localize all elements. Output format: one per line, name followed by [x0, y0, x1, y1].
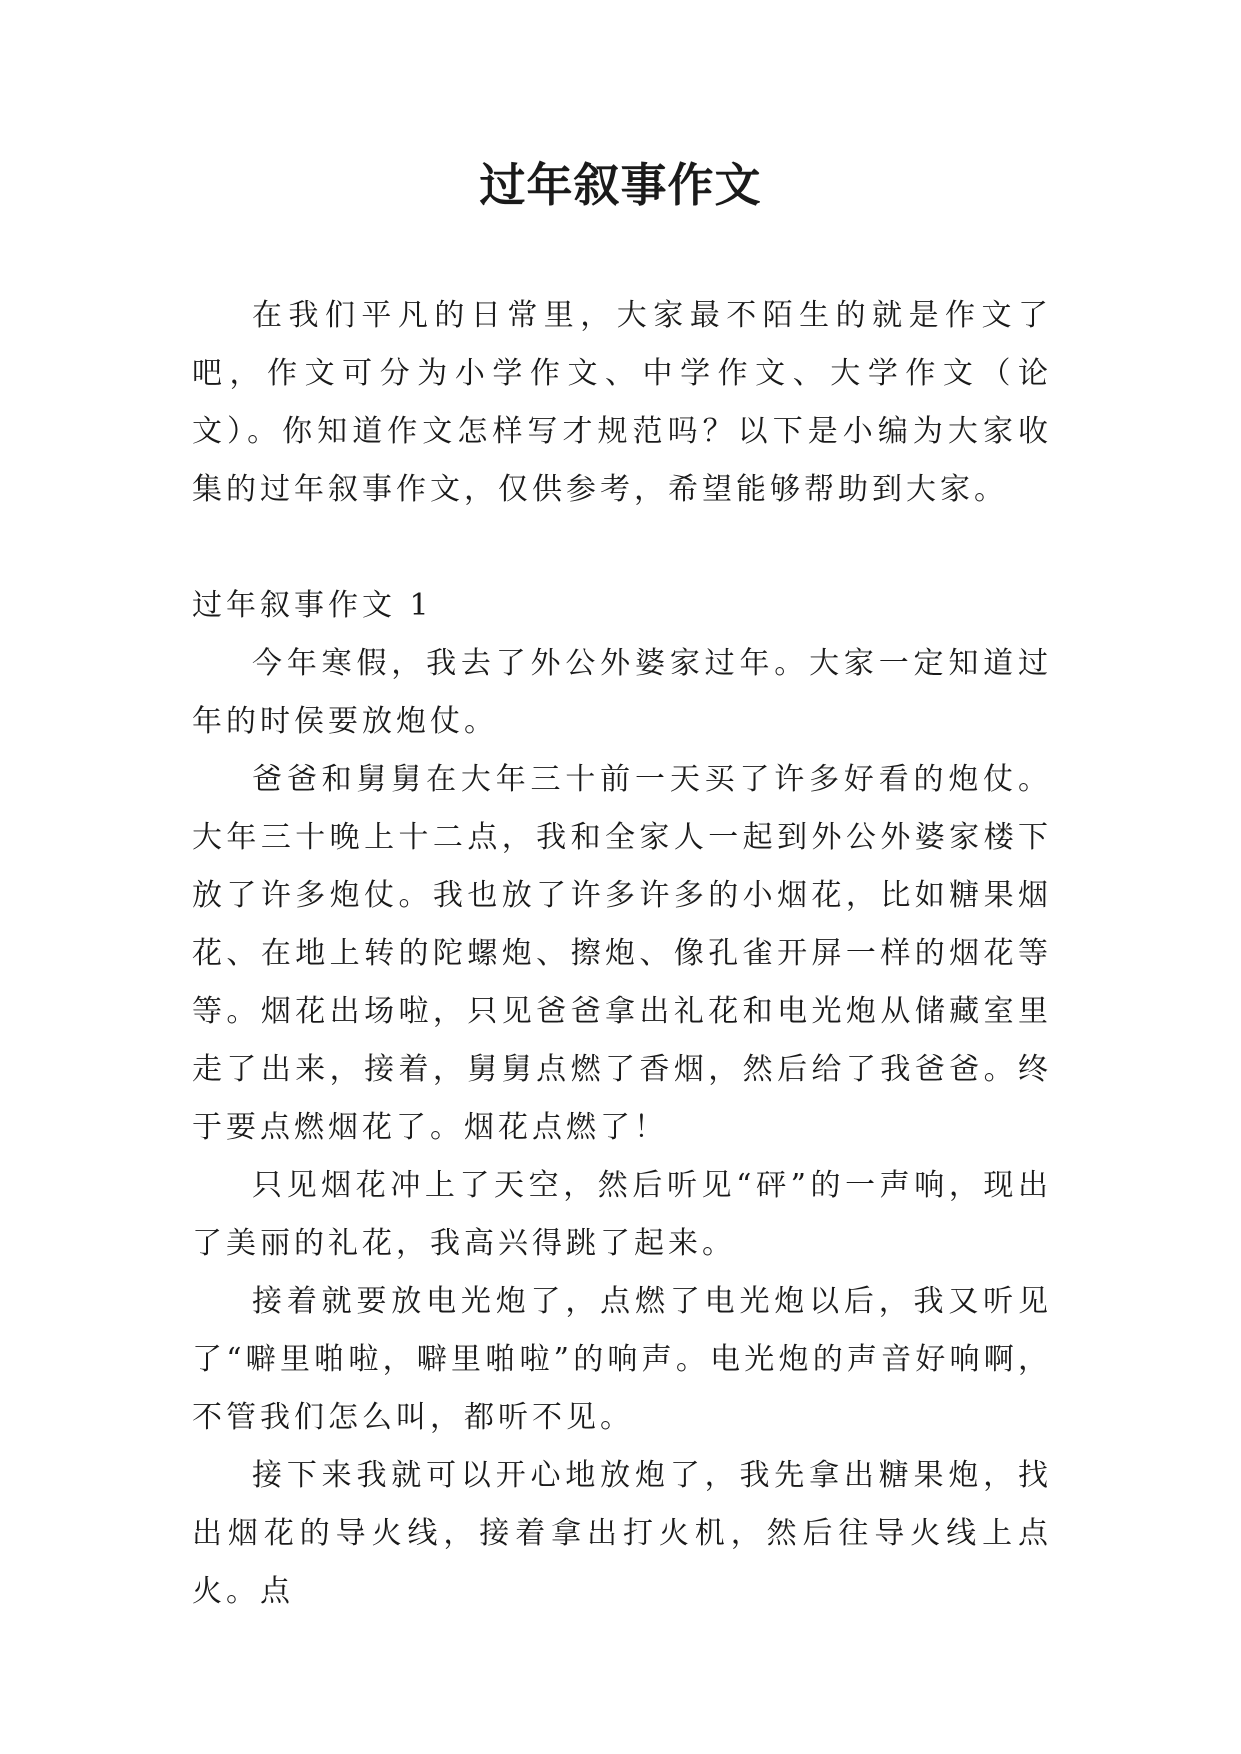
intro-paragraph: 在我们平凡的日常里，大家最不陌生的就是作文了吧，作文可分为小学作文、中学作文、大学作文（论文）。你知道作文怎样写才规范吗？以下是小编为大家收集的过年叙事作文，仅供参考，希望能够帮助到大家。	[192, 298, 1052, 507]
intro-block	[192, 287, 1052, 519]
document-title: 过年叙事作文	[479, 158, 762, 212]
paragraph-2: 爸爸和舅舅在大年三十前一天买了许多好看的炮仗。大年三十晚上十二点，我和全家人一起到外公外婆家楼下放了许多炮仗。我也放了许多许多的小烟花，比如糖果烟花、在地上转的陀螺炮、擦炮、像孔雀开屏一样的烟花等等。烟花出场啦，只见爸爸拿出礼花和电光炮从储藏室里走了出来，接着，舅舅点燃了香烟，然后给了我爸爸。终于要点燃烟花了。烟花点燃了！	[192, 762, 1052, 1145]
paragraph-4: 接着就要放电光炮了，点燃了电光炮以后，我又听见了“噼里啪啦，噼里啪啦”的响声。电光炮的声音好响啊，不管我们怎么叫，都听不见。	[192, 1284, 1052, 1435]
paragraph-3: 只见烟花冲上了天空，然后听见“砰”的一声响，现出了美丽的礼花，我高兴得跳了起来。	[192, 1168, 1052, 1261]
paragraph-1: 今年寒假，我去了外公外婆家过年。大家一定知道过年的时侯要放炮仗。	[192, 646, 1052, 739]
paragraph-5: 接下来我就可以开心地放炮了，我先拿出糖果炮，找出烟花的导火线，接着拿出打火机，然后往导火线上点火。点	[192, 1458, 1052, 1609]
essay-section	[192, 577, 1052, 1621]
section-title: 过年叙事作文 1	[192, 588, 433, 623]
